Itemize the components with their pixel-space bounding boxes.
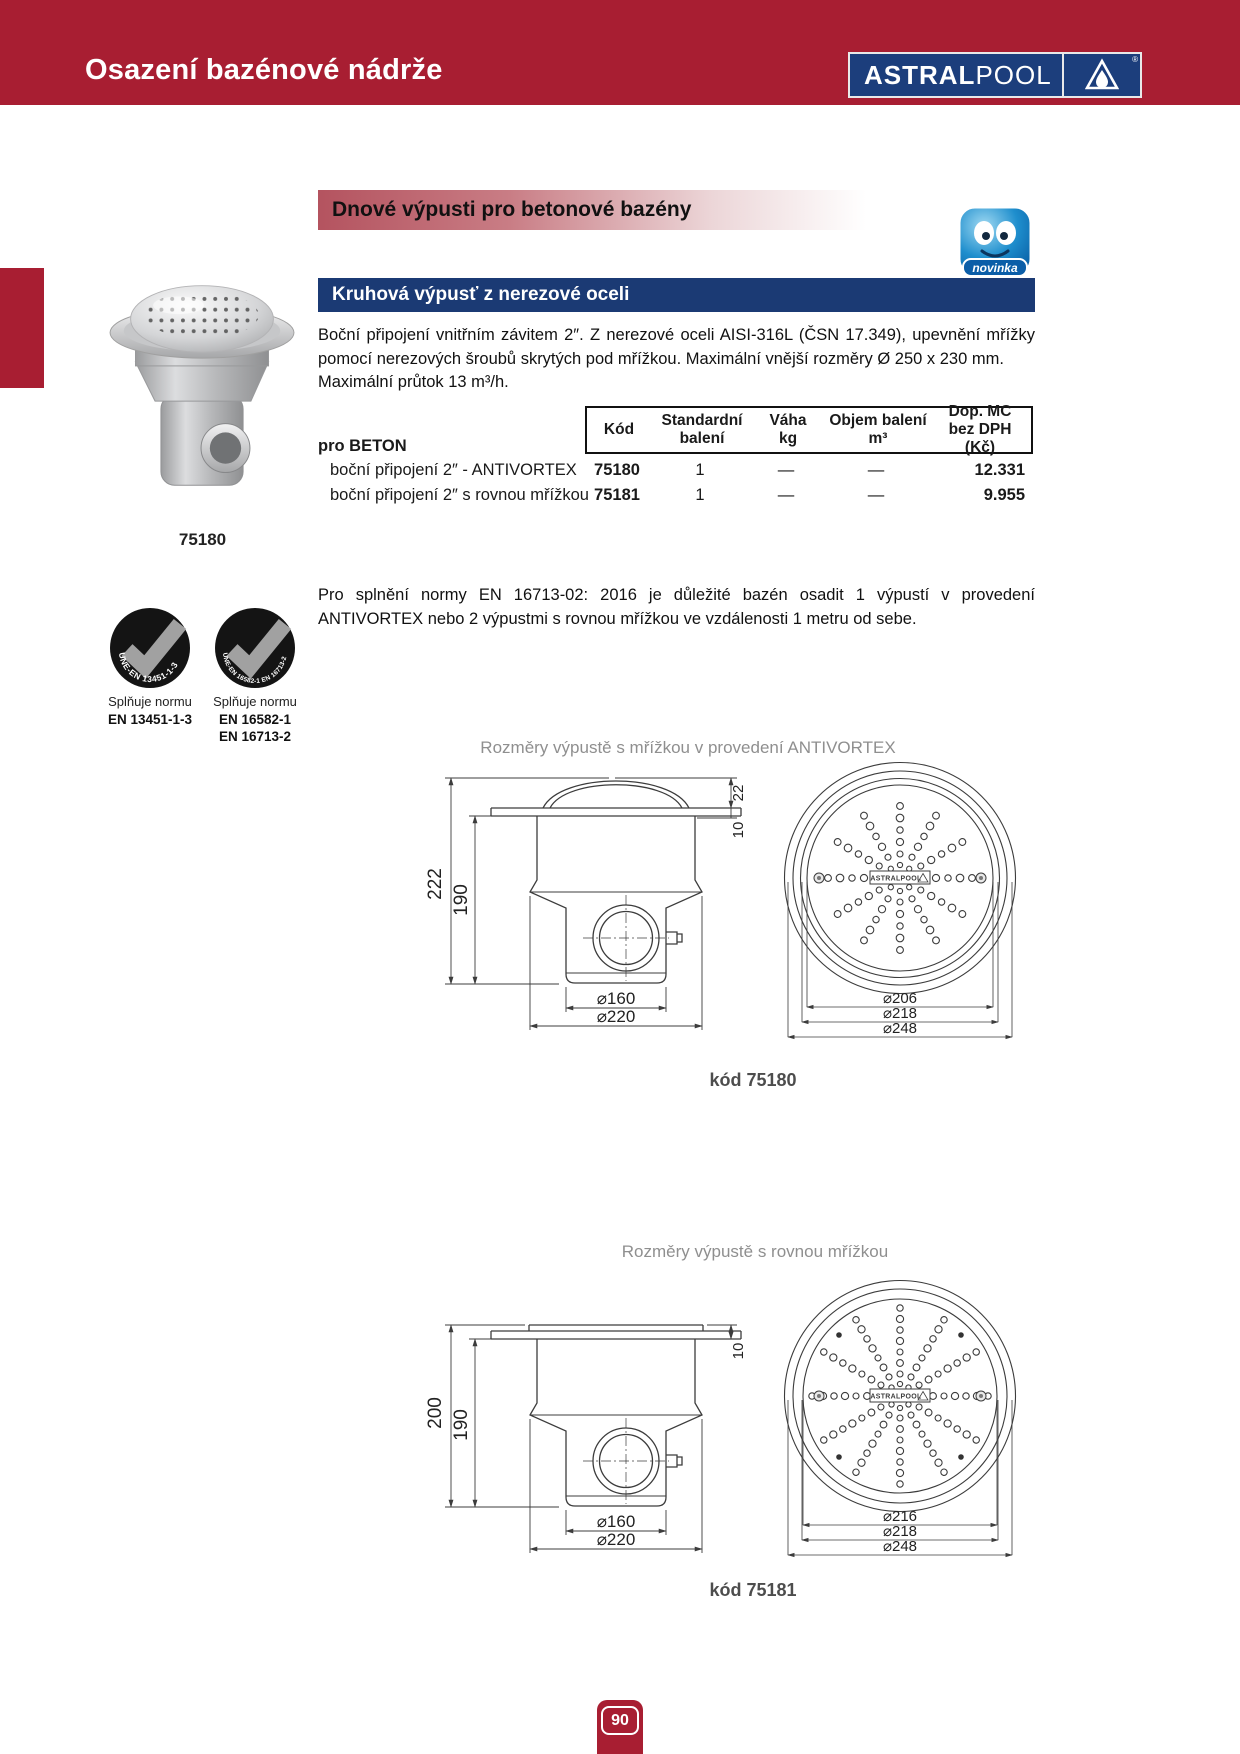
col-header-objem: Objem balení m³ bbox=[829, 411, 927, 447]
col-header-vaha: Váha kg bbox=[769, 411, 807, 447]
dimension-labels bbox=[883, 1508, 917, 1555]
dim-top-2: ⌀218 bbox=[882, 1523, 918, 1540]
dimension-labels bbox=[425, 1343, 747, 1549]
norm-note-paragraph: Pro splnění normy EN 16713-02: 2016 je důležité bazén osadit 1 výpustí v provedení ANTIVORTEX nebo 2 výpustmi s rovnou mřížkou ve vzdálenosti 1 metru od sebe. bbox=[318, 586, 1035, 628]
badge-caption: Splňuje normu bbox=[213, 694, 297, 709]
dimension-labels bbox=[425, 785, 747, 1026]
row-volume: — bbox=[867, 461, 885, 479]
drawing-heading: Rozměry výpustě s mřížkou v provedení ANTIVORTEX bbox=[480, 738, 896, 757]
dim-height-inner: 190 bbox=[451, 884, 472, 916]
table-row bbox=[318, 461, 1035, 485]
col-header-kod: Kód bbox=[603, 420, 635, 438]
badge-norm: EN 16582-1 bbox=[218, 711, 292, 727]
astralpool-triangle-icon bbox=[1085, 58, 1119, 92]
center-brand-label: ASTRALPOOL bbox=[870, 1393, 922, 1401]
row-volume: — bbox=[867, 486, 885, 504]
row-code: 75180 bbox=[594, 461, 640, 479]
col-header-cena: Dop. MC bez DPH (Kč) bbox=[948, 402, 1012, 457]
dim-diameter-outer: ⌀220 bbox=[596, 1530, 636, 1549]
dim-top-1: ⌀216 bbox=[882, 1508, 918, 1525]
badge-ring-text: UNE-EN 16582-1 EN 16713-2 bbox=[220, 652, 289, 686]
chapter-index-tab bbox=[0, 268, 44, 388]
brand-wordmark-bold: ASTRAL bbox=[864, 59, 976, 90]
flow-paragraph: Maximální průtok 13 m³/h. bbox=[318, 373, 509, 391]
novinka-label: novinka bbox=[972, 261, 1018, 275]
product-code-label: 75180 bbox=[178, 530, 227, 549]
badge-norm: EN 16713-2 bbox=[218, 729, 292, 745]
dim-flange-height: 10 bbox=[730, 821, 747, 839]
dim-height-outer: 200 bbox=[425, 1397, 446, 1429]
page-number-tab bbox=[597, 1700, 643, 1754]
center-brand-label: ASTRALPOOL bbox=[870, 875, 922, 883]
dim-top-2: ⌀218 bbox=[882, 1005, 918, 1022]
drawing-heading: Rozměry výpustě s rovnou mřížkou bbox=[621, 1242, 889, 1261]
row-price: 9.955 bbox=[983, 486, 1025, 504]
top-view-drawing-75180 bbox=[770, 760, 1030, 1050]
brand-logo bbox=[848, 52, 1142, 98]
row-weight: — bbox=[777, 486, 795, 504]
row-code: 75181 bbox=[594, 486, 640, 504]
row-name: boční připojení 2″ s rovnou mřížkou bbox=[330, 486, 589, 504]
intro-paragraph: Boční připojení vnitřním závitem 2″. Z nerezové oceli AISI-316L (ČSN 17.349), upevnění mřížky pomocí nerezových šroubů skrytých pod mřížkou. Maximální vnější rozměry Ø 250 x 230 mm. bbox=[318, 326, 1035, 368]
product-photo bbox=[100, 272, 305, 497]
novinka-mascot-icon bbox=[956, 205, 1034, 281]
dim-diameter-inner: ⌀160 bbox=[596, 1512, 636, 1531]
drain-side-outline bbox=[491, 781, 741, 983]
brand-symbol-icon bbox=[1064, 54, 1140, 96]
check-badge-icon bbox=[108, 606, 192, 690]
drawing-caption: kód 75180 bbox=[709, 1070, 797, 1090]
dim-top-1: ⌀206 bbox=[882, 990, 918, 1007]
registered-mark: ® bbox=[1132, 55, 1138, 64]
dim-top-3: ⌀248 bbox=[882, 1538, 918, 1555]
dim-diameter-outer: ⌀220 bbox=[596, 1007, 636, 1026]
drawing-caption: kód 75181 bbox=[709, 1580, 797, 1600]
badge-caption: Splňuje normu bbox=[108, 694, 192, 709]
row-weight: — bbox=[777, 461, 795, 479]
badge-norm: EN 13451-1-3 bbox=[107, 711, 193, 727]
brand-wordmark-light: POOL bbox=[975, 59, 1052, 90]
col-header-baleni: Standardní balení bbox=[661, 411, 743, 447]
new-product-badge bbox=[956, 205, 1034, 281]
product-banner: Kruhová výpusť z nerezové oceli bbox=[318, 278, 1035, 312]
table-row bbox=[318, 486, 1035, 510]
page-header bbox=[0, 0, 1240, 105]
dim-top-3: ⌀248 bbox=[882, 1020, 918, 1037]
center-brand-plate bbox=[870, 1389, 930, 1402]
center-brand-plate bbox=[870, 871, 930, 884]
dim-diameter-inner: ⌀160 bbox=[596, 989, 636, 1008]
table-header-row bbox=[585, 402, 1033, 457]
page-title: Osazení bazénové nádrže bbox=[85, 54, 443, 86]
dim-lid-height: 10 bbox=[730, 1342, 747, 1360]
row-name: boční připojení 2″ - ANTIVORTEX bbox=[330, 461, 577, 479]
table-group-label: pro BETON bbox=[318, 437, 407, 455]
badge-ring-text: UNE-EN 13451-1-3 bbox=[116, 651, 180, 685]
top-view-drawing-75181 bbox=[770, 1278, 1030, 1568]
dimension-labels bbox=[883, 990, 917, 1037]
dim-height-inner: 190 bbox=[451, 1409, 472, 1441]
drain-side-outline bbox=[491, 1325, 741, 1506]
dimension-lines bbox=[445, 1325, 737, 1553]
page-number: 90 bbox=[601, 1706, 639, 1735]
check-badge-icon bbox=[213, 606, 297, 690]
pool-drain-photo bbox=[100, 272, 305, 497]
row-price: 12.331 bbox=[974, 461, 1025, 479]
dim-lid-height: 22 bbox=[730, 784, 747, 802]
dim-height-outer: 222 bbox=[425, 868, 446, 900]
section-banner: Dnové výpusti pro betonové bazény bbox=[318, 190, 866, 230]
cert-badge-en13451 bbox=[95, 606, 205, 728]
side-view-drawing-75181 bbox=[425, 1285, 755, 1570]
row-pack: 1 bbox=[695, 461, 705, 479]
cert-badge-en16582 bbox=[200, 606, 310, 746]
side-view-drawing-75180 bbox=[425, 762, 755, 1047]
row-pack: 1 bbox=[695, 486, 705, 504]
